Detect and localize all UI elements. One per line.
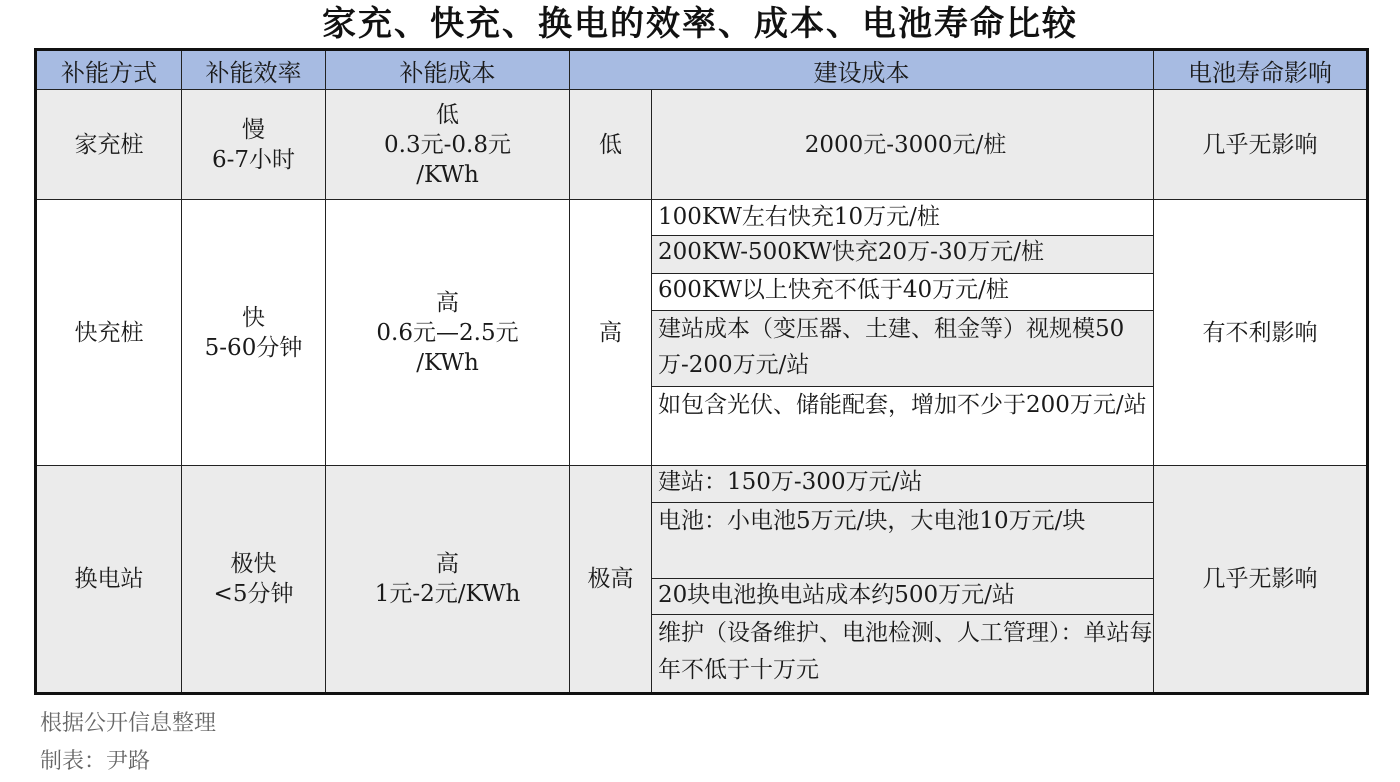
cost-unit: /KWh — [416, 161, 479, 188]
efficiency-level: 极快 — [230, 551, 277, 577]
efficiency-time: 6-7小时 — [211, 146, 296, 173]
cost-level: 高 — [436, 289, 459, 316]
efficiency-cell — [182, 466, 326, 694]
header-cost: 补能成本 — [326, 50, 570, 90]
cost-cell — [326, 90, 570, 200]
cost-level: 高 — [436, 551, 459, 577]
build-items-cell — [652, 466, 1154, 694]
cost-cell — [326, 466, 570, 694]
header-battery: 电池寿命影响 — [1154, 50, 1368, 90]
efficiency-level: 快 — [242, 304, 265, 331]
build-item: 2000元-3000元/桩 — [652, 90, 1154, 200]
build-item: 600KW以上快充不低于40万元/桩 — [652, 274, 1153, 311]
cost-cell — [326, 200, 570, 466]
cost-range: 0.3元-0.8元 — [384, 131, 511, 158]
table-row — [36, 90, 1368, 200]
header-efficiency: 补能效率 — [182, 50, 326, 90]
table-title: 家充、快充、换电的效率、成本、电池寿命比较 — [322, 4, 1078, 44]
cost-unit: /KWh — [416, 349, 479, 376]
build-level-cell: 低 — [570, 90, 652, 200]
efficiency-cell — [182, 90, 326, 200]
efficiency-level: 慢 — [242, 116, 265, 143]
table-row — [36, 466, 1368, 694]
build-item: 20块电池换电站成本约500万元/站 — [652, 579, 1153, 615]
table-row — [36, 200, 1368, 466]
build-items-cell — [652, 200, 1154, 466]
source-note: 根据公开信息整理 — [40, 711, 217, 736]
build-item: 如包含光伏、储能配套，增加不少于200万元/站 — [658, 391, 1147, 418]
build-item: 维护（设备维护、电池检测、人工管理）：单站每年不低于十万元 — [652, 615, 1153, 692]
comparison-table — [34, 48, 1369, 695]
cost-range: 0.6元—2.5元 — [376, 319, 519, 346]
build-level-cell: 高 — [570, 200, 652, 466]
build-items-stack — [652, 201, 1153, 465]
build-level-cell: 极高 — [570, 466, 652, 694]
build-item: 200KW-500KW快充20万-30万元/桩 — [652, 236, 1153, 274]
header-build-cost: 建设成本 — [570, 50, 1154, 90]
method-cell: 快充桩 — [36, 200, 182, 466]
efficiency-time: 5-60分钟 — [204, 334, 303, 361]
cost-level: 低 — [436, 101, 459, 128]
method-cell: 换电站 — [36, 466, 182, 694]
build-items-stack — [652, 466, 1153, 692]
build-item: 100KW左右快充10万元/桩 — [652, 201, 1153, 236]
author-note: 制表：尹路 — [40, 749, 151, 774]
battery-cell: 几乎无影响 — [1154, 90, 1368, 200]
header-row — [36, 50, 1368, 90]
header-method: 补能方式 — [36, 50, 182, 90]
cost-range: 1元-2元/KWh — [374, 581, 521, 607]
build-item: 建站：150万-300万元/站 — [652, 466, 1153, 503]
efficiency-time: <5分钟 — [213, 581, 294, 607]
efficiency-cell — [182, 200, 326, 466]
battery-cell: 有不利影响 — [1154, 200, 1368, 466]
build-item: 电池：小电池5万元/块，大电池10万元/块 — [652, 503, 1153, 579]
method-cell: 家充桩 — [36, 90, 182, 200]
build-item: 建站成本（变压器、土建、租金等）视规模50万-200万元/站 — [652, 311, 1153, 387]
battery-cell: 几乎无影响 — [1154, 466, 1368, 694]
